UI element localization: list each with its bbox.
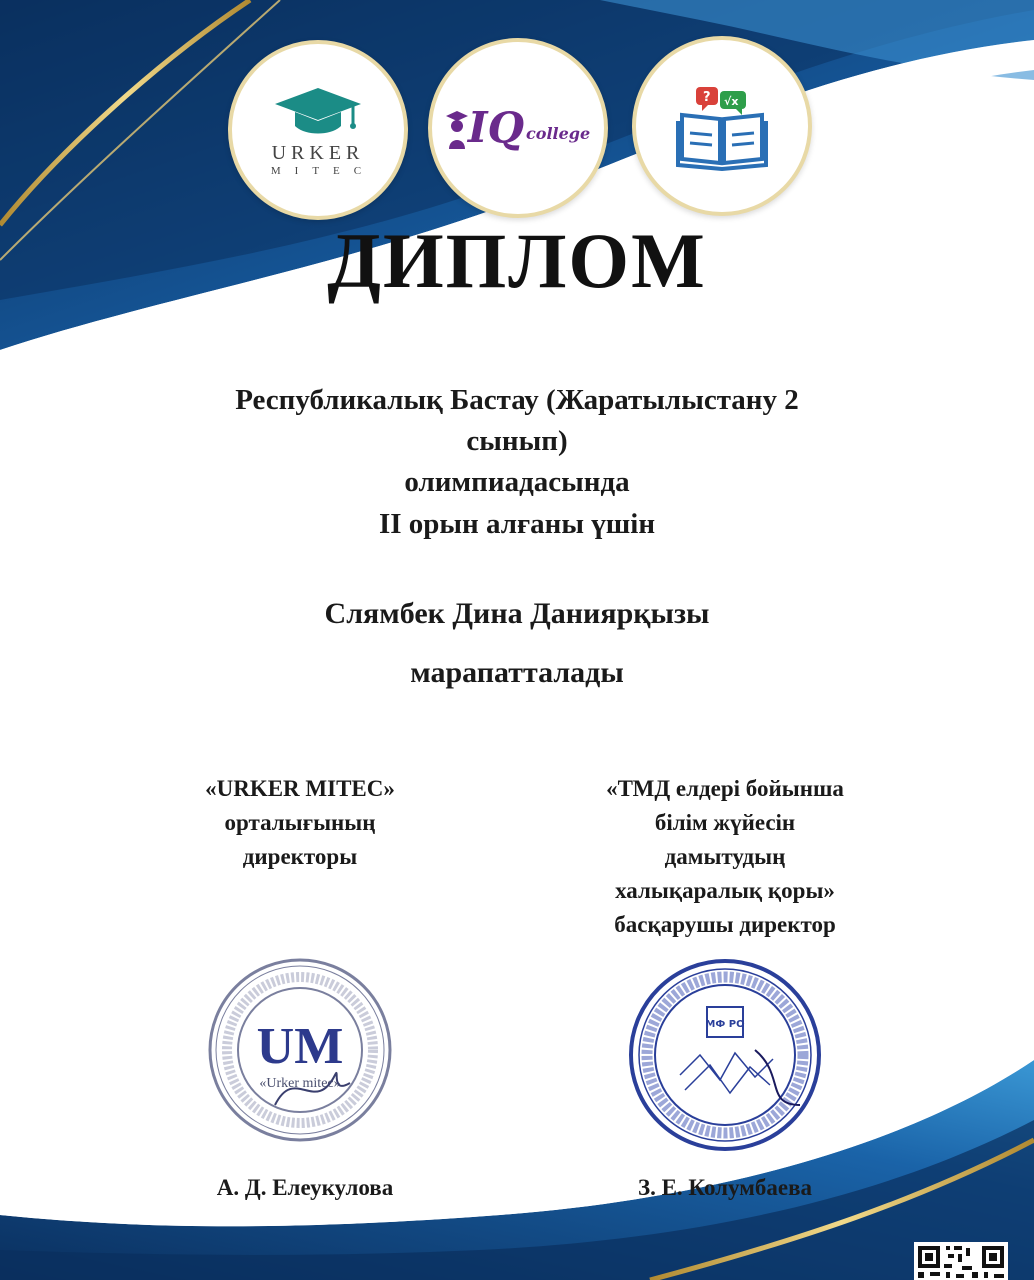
right-signatory-line: дамытудың: [664, 844, 786, 870]
iq-logo-college-text: college: [526, 124, 591, 143]
awarded-text: марапатталады: [410, 656, 624, 689]
recipient-name: Слямбек Дина Даниярқызы: [324, 597, 710, 630]
diploma-title: ДИПЛОМ: [327, 217, 707, 304]
urker-mitec-logo: [228, 40, 408, 220]
stamp-main-text: МФ РО: [705, 1019, 745, 1030]
right-signatory-line: халықаралық қоры»: [615, 878, 835, 904]
award-reason-line: II орын алғаны үшін: [378, 507, 656, 540]
open-book-icon: [674, 81, 770, 171]
left-signer-name: А. Д. Елеукулова: [216, 1175, 394, 1200]
right-signatory-line: «ТМД елдері бойынша: [606, 776, 844, 801]
right-signatory-line: басқарушы директор: [614, 912, 836, 938]
left-signatory-title: [150, 772, 450, 874]
left-signatory-line: орталығының: [224, 810, 376, 836]
qr-code-icon: [914, 1242, 1008, 1280]
student-figure-icon: [446, 109, 468, 149]
graduation-cap-icon: [273, 84, 363, 138]
svg-text:√x: √x: [724, 95, 739, 108]
right-signatory-line: білім жүйесін: [654, 810, 796, 836]
right-signer-name: З. Е. Колумбаева: [637, 1175, 813, 1200]
right-signatory-title: [560, 772, 890, 942]
stamp-sub-text: «Urker mitec»: [259, 1076, 341, 1091]
left-signatory-line: «URKER MITEC»: [205, 776, 395, 801]
urker-logo-text: URKER: [271, 141, 365, 164]
award-reason-line: сынып): [466, 425, 568, 458]
urker-mitec-stamp: [205, 955, 395, 1145]
award-reason-line: олимпиадасында: [404, 466, 630, 499]
iq-logo-mark: IQ: [467, 103, 525, 152]
iq-college-logo: [428, 38, 608, 218]
award-reason-line: Республикалық Бастау (Жаратылыстану 2: [235, 384, 799, 416]
mitec-logo-text: MITEC: [270, 164, 376, 177]
svg-text:?: ?: [703, 90, 711, 105]
book-logo: [632, 36, 812, 216]
award-reason: [150, 380, 884, 545]
foundation-stamp: [625, 955, 825, 1155]
stamp-main-text: UM: [256, 1018, 344, 1075]
left-signatory-line: директоры: [242, 844, 358, 870]
